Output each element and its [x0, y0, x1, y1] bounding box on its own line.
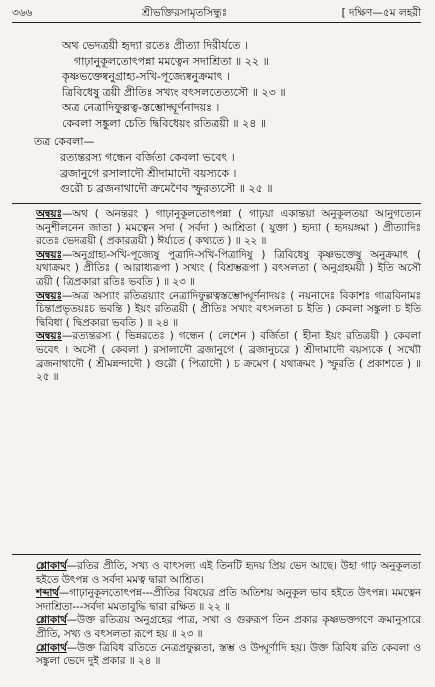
page-number: ৩৬৬ [12, 7, 33, 19]
shlokartha-paragraph [14, 642, 421, 669]
anvaya-text: —অত্র অস্যাং রতিত্রয়্যাং নেত্রাদিফুল্লত্বস্তম্ভোদ্ঘূর্ণনাদয়ঃ ( নয়নাদেঃ বিকাশঃ গাত্রবিনামঃ চিন্তাপ্রভৃতয়ঃচ ভবন্তি ) ইয়ং রতিত্রয়ী ( প্রীতিঃ সখ্যং বৎসলতা চ ইতি ) কেবলা সঙ্কুলা চ ইতি দ্বিবিধা ( দ্বিপ্রকারা ভবতি ) ॥ ২৪ ॥ [36, 289, 421, 329]
anvaya-paragraph [14, 208, 421, 249]
shabdartha-paragraph [14, 587, 421, 614]
shlokartha-heading: শ্লোকার্থ [36, 641, 67, 654]
commentary-anvaya [14, 208, 421, 385]
verse-line: রত্যন্তরস্য গন্ধেন বর্জিতা কেবলা ভবেৎ । [60, 151, 235, 164]
shlokartha-text: —উক্ত ত্রিবিধ রতিতে নেত্রপ্রফুল্লতা, স্তম্ভ ও উদ্ঘূর্ণাদি হয়। উক্ত ত্রিবিধ রতি কেবলা ও সঙ্কুলা ভেদে দুই প্রকার ॥ ২৪ ॥ [36, 641, 421, 668]
anvaya-text: —অনুগ্রাহ্য-সখি-পূজ্যেষু পুত্রাদি-সখি-পিত্রাদিষু ) ত্রিবিধেষু কৃষ্ণভক্তেষু অনুক্রমাৎ ( যথাক্রমং ) প্রীতিঃ ( আরাধ্যরূপা ) সখ্যং ( বিশ্রম্ভরূপা ) বৎসলতা ( অনুগ্রহময়ী ) ইতি অসৌ ত্রয়ী ( ত্রিপ্রকারা রতিঃ ভবতি ) ॥ ২৩ ॥ [36, 248, 421, 288]
shlokartha-paragraph [14, 614, 421, 641]
section-rule-2 [12, 554, 421, 555]
verse-line: ব্রজানুগে রসালাদৌ শ্রীদামাদৌ বয়স্যকে । [60, 166, 237, 180]
verse-line: অত্র নেত্রাদিফুল্লত্ব-স্তম্ভোদ্ঘূর্ণনাদয়ঃ । [62, 101, 220, 114]
anvaya-paragraph [14, 249, 421, 290]
tatra-label: তত্র কেবলা— [34, 135, 95, 148]
anvaya-text: —অথ ( অনন্তরং ) গাঢ়ানুকূলতোৎপন্না ( গাঢ়য়া একান্তয়া অনুকূলতয়া আনুগত্যেন অনুশীলনেন জাতা ) মমত্বেন সদা ( সর্বদা ) আশ্রিতা ( যুক্তা ) হৃদ্যা ( হৃদয়ঙ্গমা ) প্রীত্যাদিঃ রতেঃ ভেদত্রয়ী ( প্রকারত্রয়ী ) ঈর্য্যতে ( কথ্যতে ) ॥ ২২ ॥ [36, 208, 421, 248]
anvaya-heading: অন্বয়ঃ [36, 330, 62, 343]
anvaya-heading: অন্বয়ঃ [36, 208, 62, 220]
verse-line: ত্রিবিধেষু ত্রয়ী প্রীতিঃ সখ্যং বৎসলতেত্যসৌ ॥ ২৩ ॥ [62, 85, 286, 99]
commentary-translation [14, 560, 421, 669]
shlokartha-paragraph [14, 560, 421, 587]
anvaya-paragraph [14, 330, 421, 384]
section-rule [12, 203, 421, 204]
anvaya-heading: অন্বয়ঃ [36, 289, 62, 302]
shabdartha-heading: শব্দার্থ [36, 587, 59, 600]
shlokartha-text: —উক্ত রতিত্রয় অনুগ্রহের পাত্র, সখা ও গুরুরূপ তিন প্রকার কৃষ্ণভক্তগণে ক্রমানুসারে প্রীতি, সখ্য ও বৎসলতা রূপে হয় ॥ ২৩ ॥ [36, 614, 421, 640]
shlokartha-heading: শ্লোকার্থ [36, 560, 67, 572]
anvaya-paragraph [14, 290, 421, 331]
shlokartha-heading: শ্লোকার্থ [36, 614, 67, 627]
verse-block-1 [0, 38, 421, 131]
verse-line: অথ ভেদত্রয়ী হৃদ্যা রতেঃ প্রীত্যা দিরীর্যতে । [62, 39, 248, 52]
verse-block-2 [0, 150, 421, 197]
anvaya-heading: অন্বয়ঃ [36, 248, 62, 261]
verse-line: গুরৌ চ ব্রজনাথাদৌ ক্রমেণৈব স্ফুরত্যসৌ ॥ ২৫ ॥ [60, 182, 273, 195]
verse-line: কেবলা সঙ্কুলা চেতি দ্বিবিধেয়ং রতিত্রয়ী ॥ ২৪ ॥ [62, 116, 267, 130]
shlokartha-text: —রতির প্রীতি, সখ্য ও বাৎসল্য এই তিনটি হৃদয় প্রিয় ভেদ আছে। উহা গাঢ় অনুকূলতা হইতে উৎপন্ন ও সর্বদা মমত্ব দ্বারা আশ্রিত। [36, 560, 421, 586]
section-label: [ দক্ষিণ—৫ম লহরী [341, 7, 421, 19]
book-title: শ্রীভক্তিরসামৃতসিন্ধুঃ [142, 7, 228, 19]
verse-line: গাঢ়ানুকূলতোৎপন্না মমত্বেন সদাশ্রিতা ॥ ২২ ॥ [74, 54, 269, 68]
anvaya-text: —রত্যন্তরস্য ( ভিন্নরতেঃ ) গন্ধেন ( লেশেন ) বর্জিতা ( হীনা ইয়ং রতিত্রয়ী ) কেবলা ভবেৎ । অসৌ ( কেবলা ) রসালাদৌ ব্রজানুগে ( ব্রজানুচরে ) শ্রীদামাদৌ বয়স্যকে ( সখ্যৌ ব্রজনাথাদৌ ( শ্রীমন্নন্দাদৌ ) গুরৌ ( পিত্রাদৌ ) চ ক্রমেণ ( যথাক্রমং ) স্ফুরতি ( প্রকাশতে ) ॥ ২৫ ॥ [36, 330, 421, 384]
shabdartha-text: —গাঢ়ানুকূলতোৎপন্ন---প্রীতির বিষয়ের প্রতি অতিশয় অনুকূল ভাব হইতে উৎপন্ন। মমত্বেন সদাশ্রিতা---সর্বদা মমতাবুদ্ধি দ্বারা রক্ষিত ॥ ২২ ॥ [36, 587, 421, 613]
verse-line: কৃষ্ণভক্তেষ্বনুগ্রাহ্য-সখি-পূজ্যেষ্বনুক্রমাৎ । [62, 70, 230, 83]
header-rule [12, 22, 421, 23]
